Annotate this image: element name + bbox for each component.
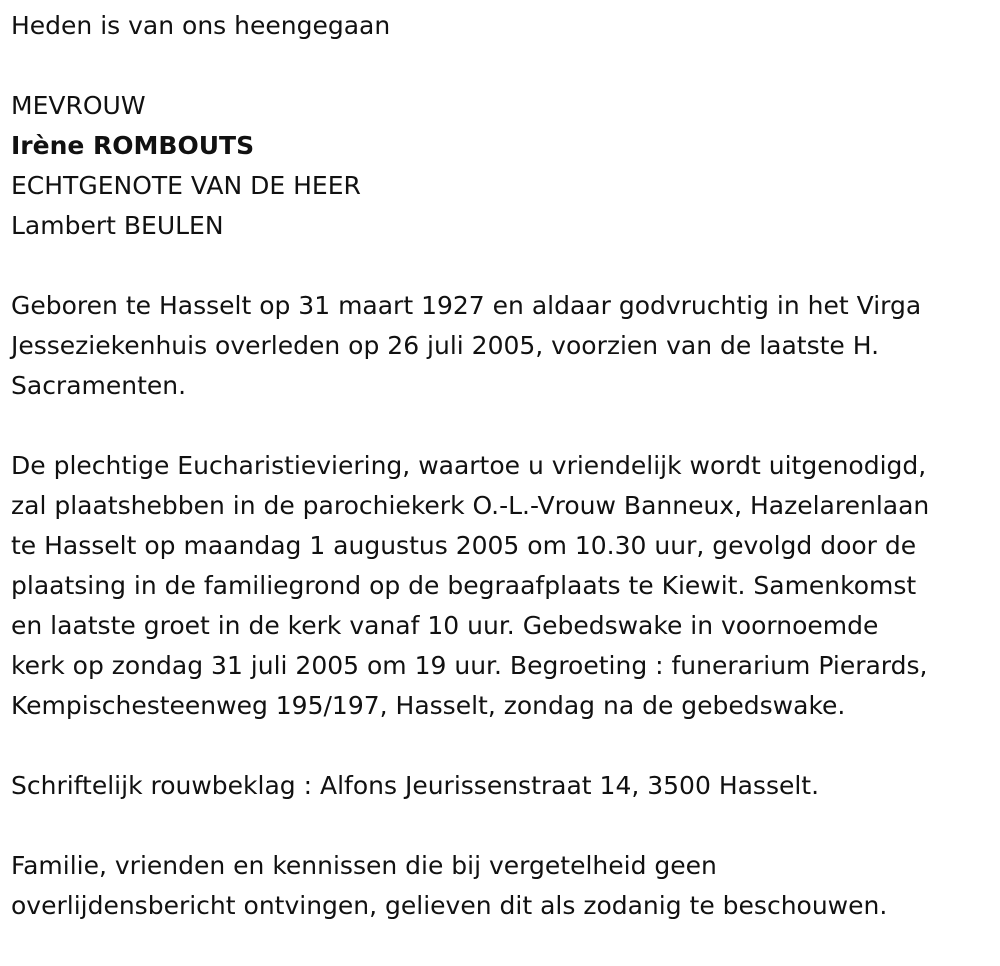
ceremony-paragraph <box>11 446 1000 726</box>
spacer <box>11 726 1000 766</box>
deceased-name: Irène ROMBOUTS <box>11 131 255 160</box>
intro-text: Heden is van ons heengegaan <box>11 11 391 40</box>
paragraph-line: Sacramenten. <box>11 371 187 400</box>
spouse-name: Lambert BEULEN <box>11 211 224 240</box>
spacer <box>11 246 1000 286</box>
paragraph-line: en laatste groet in de kerk vanaf 10 uur. Gebedswake in voornoemde <box>11 611 879 640</box>
paragraph-line: zal plaatshebben in de parochiekerk O.-L.-Vrouw Banneux, Hazelarenlaan <box>11 491 930 520</box>
paragraph-line: te Hasselt op maandag 1 augustus 2005 om 10.30 uur, gevolgd door de <box>11 531 917 560</box>
closing-paragraph <box>11 846 1000 926</box>
spacer <box>11 46 1000 86</box>
birth-death-paragraph <box>11 286 1000 406</box>
paragraph-line: kerk op zondag 31 juli 2005 om 19 uur. Begroeting : funerarium Pierards, <box>11 651 928 680</box>
paragraph-line: Jesseziekenhuis overleden op 26 juli 2005, voorzien van de laatste H. <box>11 331 880 360</box>
spacer <box>11 806 1000 846</box>
paragraph-line: Kempischesteenweg 195/197, Hasselt, zondag na de gebedswake. <box>11 691 846 720</box>
condolence-text: Schriftelijk rouwbeklag : Alfons Jeurissenstraat 14, 3500 Hasselt. <box>11 771 820 800</box>
spacer <box>11 406 1000 446</box>
relation-text: ECHTGENOTE VAN DE HEER <box>11 171 361 200</box>
paragraph-line: plaatsing in de familiegrond op de begraafplaats te Kiewit. Samenkomst <box>11 571 917 600</box>
paragraph-line: overlijdensbericht ontvingen, gelieven dit als zodanig te beschouwen. <box>11 891 888 920</box>
title-text: MEVROUW <box>11 91 146 120</box>
paragraph-line: De plechtige Eucharistieviering, waartoe u vriendelijk wordt uitgenodigd, <box>11 451 927 480</box>
paragraph-line: Familie, vrienden en kennissen die bij vergetelheid geen <box>11 851 717 880</box>
paragraph-line: Geboren te Hasselt op 31 maart 1927 en aldaar godvruchtig in het Virga <box>11 291 922 320</box>
